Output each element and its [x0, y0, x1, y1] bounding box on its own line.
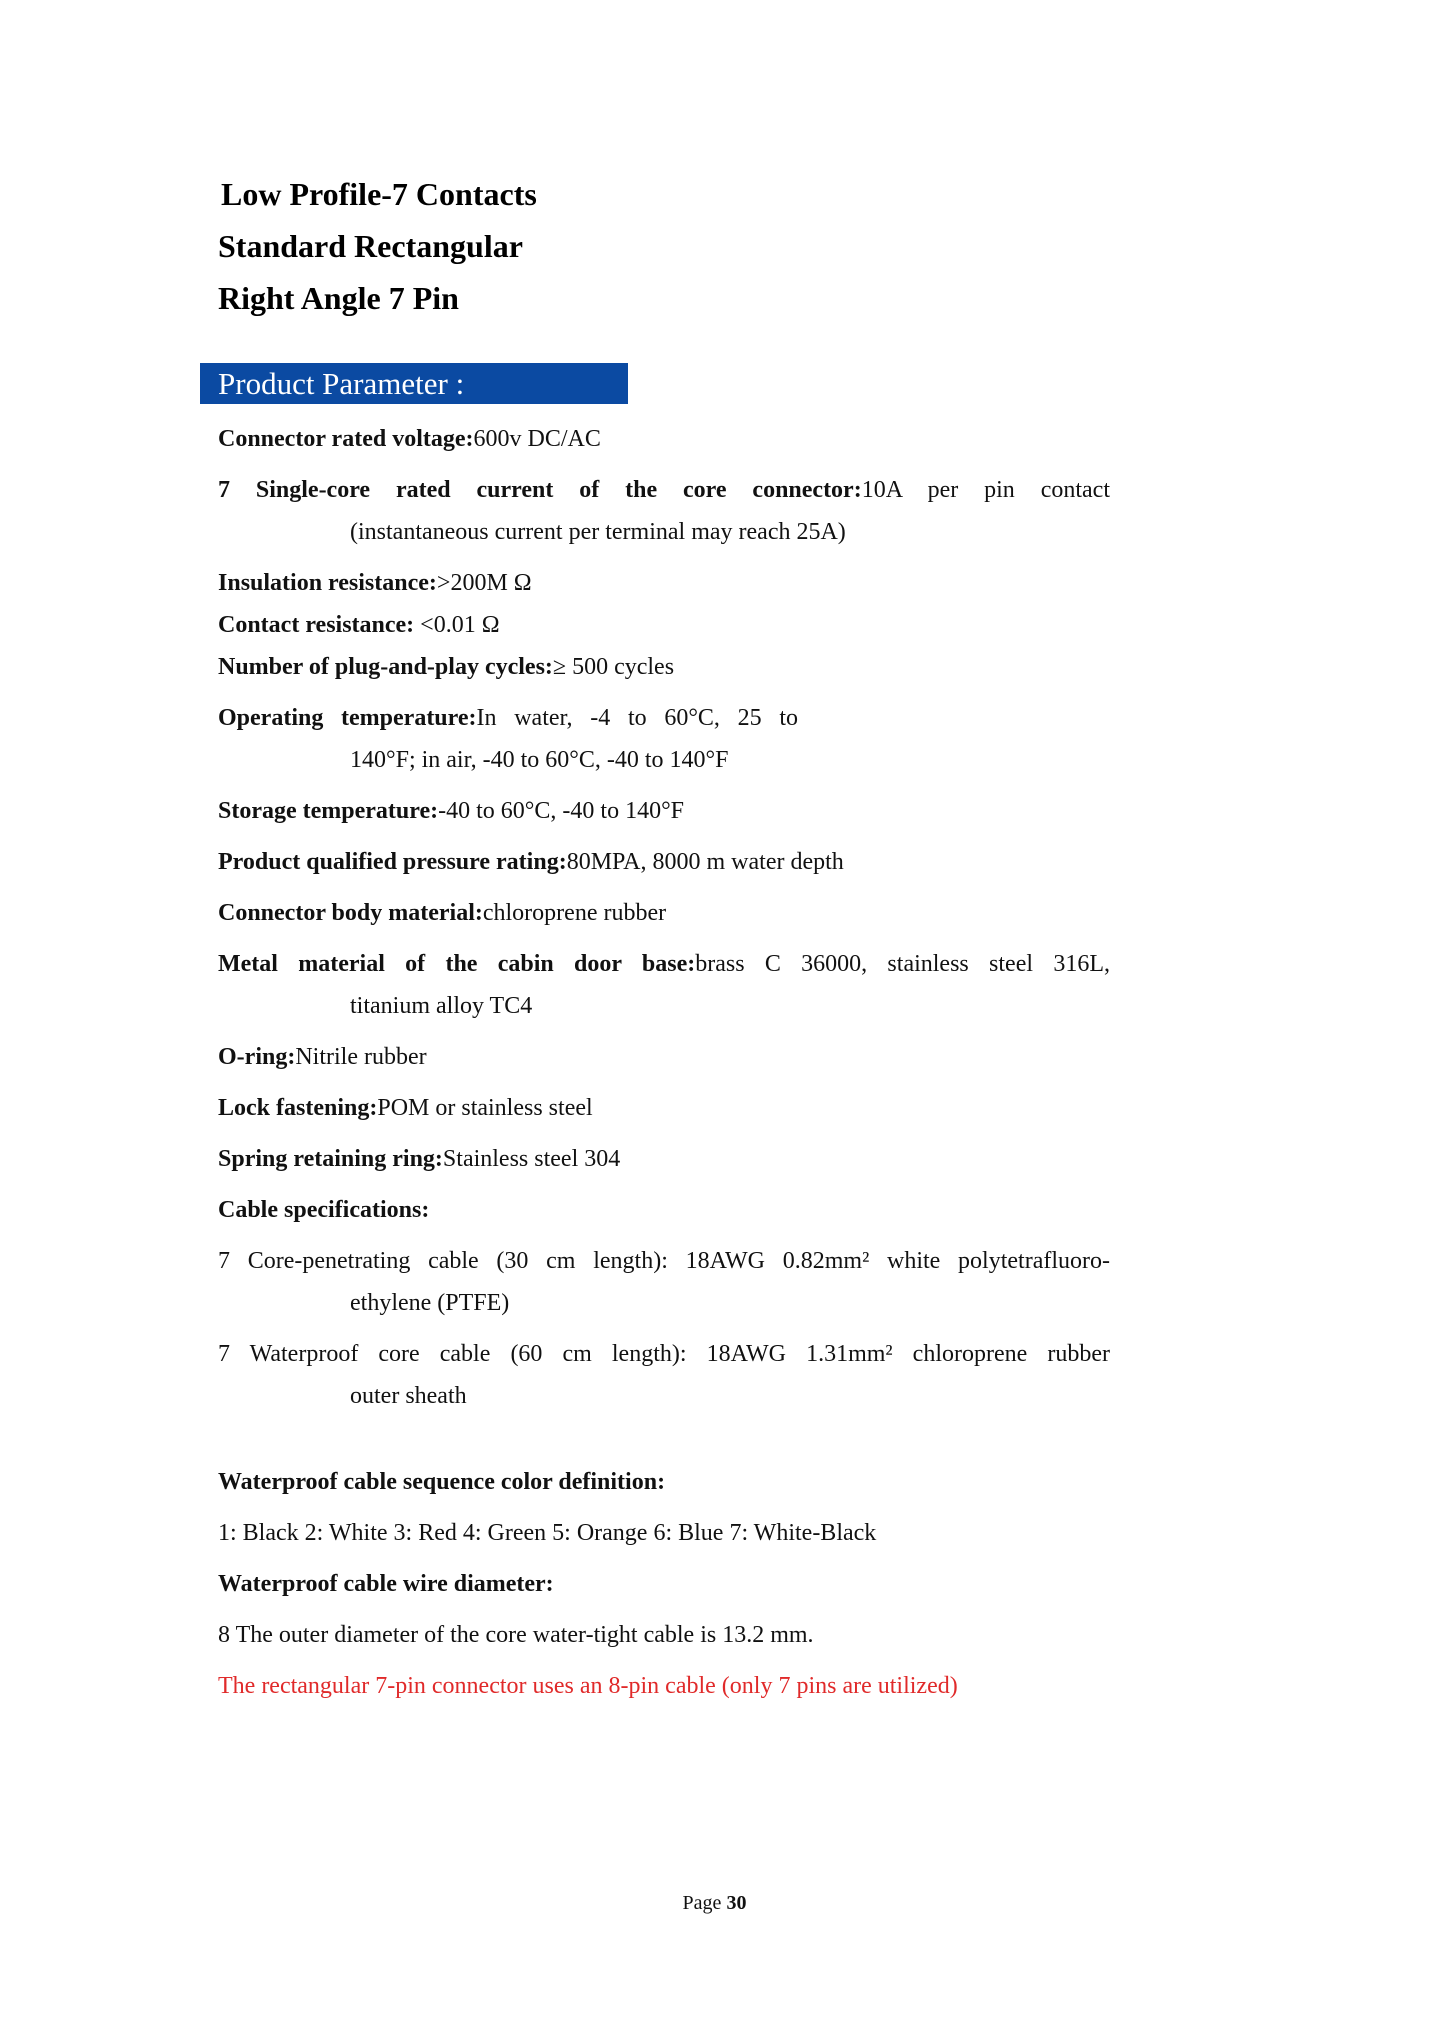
param-label: Number of plug-and-play cycles: [218, 654, 553, 680]
param-value: Nitrile rubber [295, 1044, 427, 1070]
param-label: 7 Single-core rated current of the core connector: [218, 477, 862, 503]
param-label: Connector rated voltage: [218, 426, 474, 452]
param-label: Lock fastening: [218, 1095, 378, 1121]
page-label: Page [682, 1892, 727, 1914]
param-value: 80MPA, 8000 m water depth [566, 849, 844, 875]
param-storage-temperature [218, 790, 1110, 832]
param-o-ring [218, 1036, 1110, 1078]
param-value: POM or stainless steel [377, 1095, 593, 1121]
param-metal-material [218, 943, 1110, 985]
param-spring-ring [218, 1138, 1110, 1180]
param-operating-temperature [218, 697, 798, 739]
param-label: Contact resistance: [218, 612, 421, 638]
page-number: 30 [726, 1892, 747, 1914]
param-plug-cycles [218, 646, 1110, 688]
param-body-material [218, 892, 1110, 934]
param-pressure-rating [218, 841, 1110, 883]
param-rated-voltage [218, 418, 1110, 460]
param-cable-specifications [218, 1189, 1110, 1231]
color-definition-text: 1: Black 2: White 3: Red 4: Green 5: Orange 6: Blue 7: White-Black [218, 1520, 877, 1546]
cable-waterproof-core: 7 Waterproof core cable (60 cm length): 18AWG 1.31mm² chloroprene rubber [218, 1341, 1110, 1367]
param-value: 10A per pin contact [861, 477, 1110, 503]
param-label: Spring retaining ring: [218, 1146, 443, 1172]
param-value: 600v DC/AC [473, 426, 601, 452]
param-continuation: 140°F; in air, -40 to 60°C, -40 to 140°F [350, 747, 729, 773]
title-line-2: Standard Rectangular [218, 228, 523, 264]
param-label: Operating temperature: [218, 705, 477, 731]
param-value: brass C 36000, stainless steel 316L, [695, 951, 1110, 977]
parameter-list [218, 418, 1110, 1707]
cable-continuation: ethylene (PTFE) [350, 1290, 510, 1316]
param-insulation-resistance [218, 562, 1110, 604]
param-label: O-ring: [218, 1044, 296, 1070]
param-label: Insulation resistance: [218, 570, 437, 596]
param-value: ≥ 500 cycles [552, 654, 675, 680]
param-value: >200M Ω [436, 570, 532, 596]
param-label: Cable specifications: [218, 1197, 430, 1223]
title-line-1: Low Profile-7 Contacts [221, 176, 537, 212]
param-label: Metal material of the cabin door base: [218, 951, 696, 977]
cable-core-penetrating: 7 Core-penetrating cable (30 cm length): 18AWG 0.82mm² white polytetrafluoro- [218, 1248, 1110, 1274]
cable-continuation: outer sheath [350, 1383, 467, 1409]
param-value: Stainless steel 304 [442, 1146, 621, 1172]
page-footer [0, 1892, 1429, 1915]
param-label: Storage temperature: [218, 798, 439, 824]
document-title [218, 168, 537, 324]
wire-diameter-text: 8 The outer diameter of the core water-tight cable is 13.2 mm. [218, 1622, 814, 1648]
section-header-product-parameter: Product Parameter : [200, 363, 628, 404]
param-continuation: titanium alloy TC4 [350, 993, 533, 1019]
param-contact-resistance [218, 604, 1110, 646]
param-rated-current [218, 469, 1110, 511]
color-definition-heading: Waterproof cable sequence color definition: [218, 1469, 666, 1495]
param-label: Product qualified pressure rating: [218, 849, 567, 875]
param-value: In water, -4 to 60°C, 25 to [476, 705, 798, 731]
param-label: Connector body material: [218, 900, 483, 926]
param-lock-fastening [218, 1087, 1110, 1129]
wire-diameter-heading: Waterproof cable wire diameter: [218, 1571, 554, 1597]
title-line-3: Right Angle 7 Pin [218, 280, 459, 316]
param-continuation: (instantaneous current per terminal may reach 25A) [350, 519, 846, 545]
param-value: -40 to 60°C, -40 to 140°F [438, 798, 685, 824]
pin-usage-note: The rectangular 7-pin connector uses an 8-pin cable (only 7 pins are utilized) [218, 1673, 958, 1699]
param-value: chloroprene rubber [482, 900, 667, 926]
param-value: <0.01 Ω [420, 612, 500, 638]
